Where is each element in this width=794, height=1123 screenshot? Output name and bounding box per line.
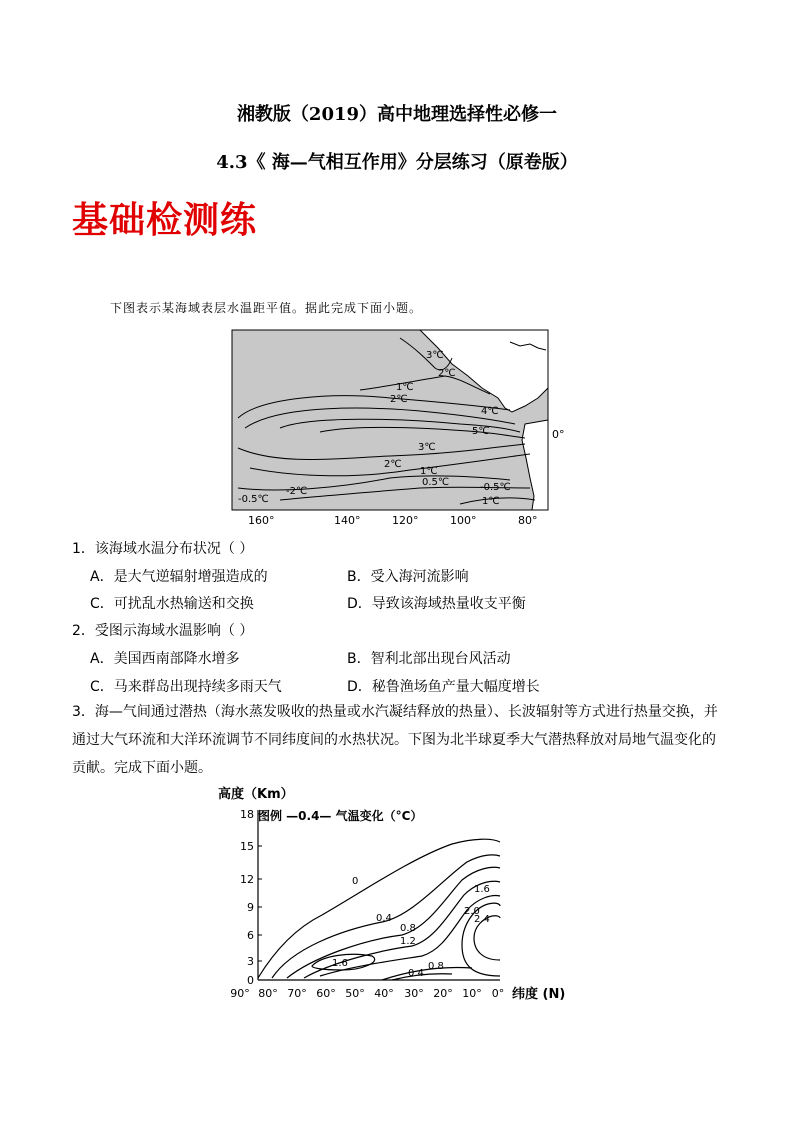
x-axis-title: 纬度 (N) <box>512 987 566 1002</box>
question-stem: 受图示海域水温影响（ ） <box>94 623 254 639</box>
question-1 <box>72 538 253 558</box>
document-title: 湘教版（2019）高中地理选择性必修一 <box>236 104 558 125</box>
contour-label: 1.6 <box>332 958 348 969</box>
isotherm-label: 3℃ <box>418 442 436 453</box>
isotherm-label: 1℃ <box>396 382 414 393</box>
isotherm-label: -0.5℃ <box>238 494 269 505</box>
y-axis-title: 高度（Km） <box>218 787 294 802</box>
latitude-label: 0° <box>552 428 565 441</box>
longitude-tick: 120° <box>392 514 419 527</box>
isotherm-label: 1℃ <box>482 496 500 507</box>
question-2 <box>72 620 253 640</box>
latent-heat-chart <box>212 780 592 1010</box>
y-tick: 3 <box>247 955 254 968</box>
y-tick: 15 <box>240 840 254 853</box>
isotherm-label: 3℃ <box>426 350 444 361</box>
question-number: 1． <box>72 541 95 557</box>
contour-label: 0.4 <box>376 913 392 924</box>
chart-legend: 图例 —0.4— 气温变化（°C） <box>258 809 423 823</box>
y-tick: 18 <box>240 808 254 821</box>
option-1c: C．可扰乱水热输送和交换 <box>90 596 254 612</box>
isotherm-label: -2℃ <box>286 486 308 497</box>
option-2b: B．智利北部出现台风活动 <box>347 651 511 667</box>
x-tick: 90° <box>230 987 250 1000</box>
option-1b: B．受入海河流影响 <box>347 569 469 585</box>
contour-label: 2.4 <box>474 914 490 925</box>
longitude-tick: 100° <box>450 514 477 527</box>
longitude-tick: 160° <box>248 514 275 527</box>
paragraph-line: 通过大气环流和大洋环流调节不同纬度间的水热状况。下图为北半球夏季大气潜热释放对局地气温变化的 <box>72 732 716 748</box>
paragraph-line: 贡献。完成下面小题。 <box>72 760 212 776</box>
contour-label: 0.8 <box>400 923 416 934</box>
isotherm-label: 0.5℃ <box>422 477 450 488</box>
question-stem: 该海域水温分布状况（ ） <box>94 541 254 557</box>
isotherm-label: 1℃ <box>420 466 438 477</box>
paragraph-line: 3．海—气间通过潜热（海水蒸发吸收的热量或水汽凝结释放的热量）、长波辐射等方式进行热量交换，并 <box>72 704 718 720</box>
document-subtitle: 4.3《 海—气相互作用》分层练习（原卷版） <box>216 152 578 173</box>
x-tick: 0° <box>491 987 505 1000</box>
x-tick: 30° <box>404 987 424 1000</box>
intro-text: 下图表示某海域表层水温距平值。据此完成下面小题。 <box>110 301 423 315</box>
y-tick: 6 <box>247 929 254 942</box>
contour-label: 0 <box>352 876 359 887</box>
contour-label: 2.0 <box>464 906 480 917</box>
section-heading: 基础检测练 <box>72 199 258 241</box>
longitude-tick: 80° <box>518 514 538 527</box>
isotherm-label: -0.5℃ <box>480 482 511 493</box>
sst-anomaly-map <box>220 328 580 528</box>
x-tick: 50° <box>345 987 365 1000</box>
contour-label: 0.8 <box>428 961 444 972</box>
option-2c: C．马来群岛出现持续多雨天气 <box>90 679 282 695</box>
contour-label: 1.6 <box>474 884 490 895</box>
y-tick: 12 <box>240 873 254 886</box>
question-number: 2． <box>72 623 95 639</box>
x-tick: 10° <box>462 987 482 1000</box>
y-tick: 0 <box>247 974 254 987</box>
x-tick: 80° <box>258 987 278 1000</box>
x-tick: 70° <box>287 987 307 1000</box>
option-1a: A．是大气逆辐射增强造成的 <box>90 569 268 585</box>
isotherm-label: 2℃ <box>438 368 456 379</box>
isotherm-label: 2℃ <box>390 394 408 405</box>
x-tick: 60° <box>316 987 336 1000</box>
option-1d: D．导致该海域热量收支平衡 <box>347 596 526 612</box>
x-tick: 40° <box>374 987 394 1000</box>
contour-label: 1.2 <box>400 936 416 947</box>
x-tick: 20° <box>433 987 453 1000</box>
isotherm-label: 4℃ <box>481 406 499 417</box>
option-2a: A．美国西南部降水增多 <box>90 651 240 667</box>
y-tick: 9 <box>247 901 254 914</box>
contour-label: 0.4 <box>408 968 424 979</box>
isotherm-label: 5℃ <box>472 426 490 437</box>
longitude-tick: 140° <box>334 514 361 527</box>
isotherm-label: 2℃ <box>384 459 402 470</box>
question-3-text <box>72 698 732 782</box>
option-2d: D．秘鲁渔场鱼产量大幅度增长 <box>347 679 540 695</box>
